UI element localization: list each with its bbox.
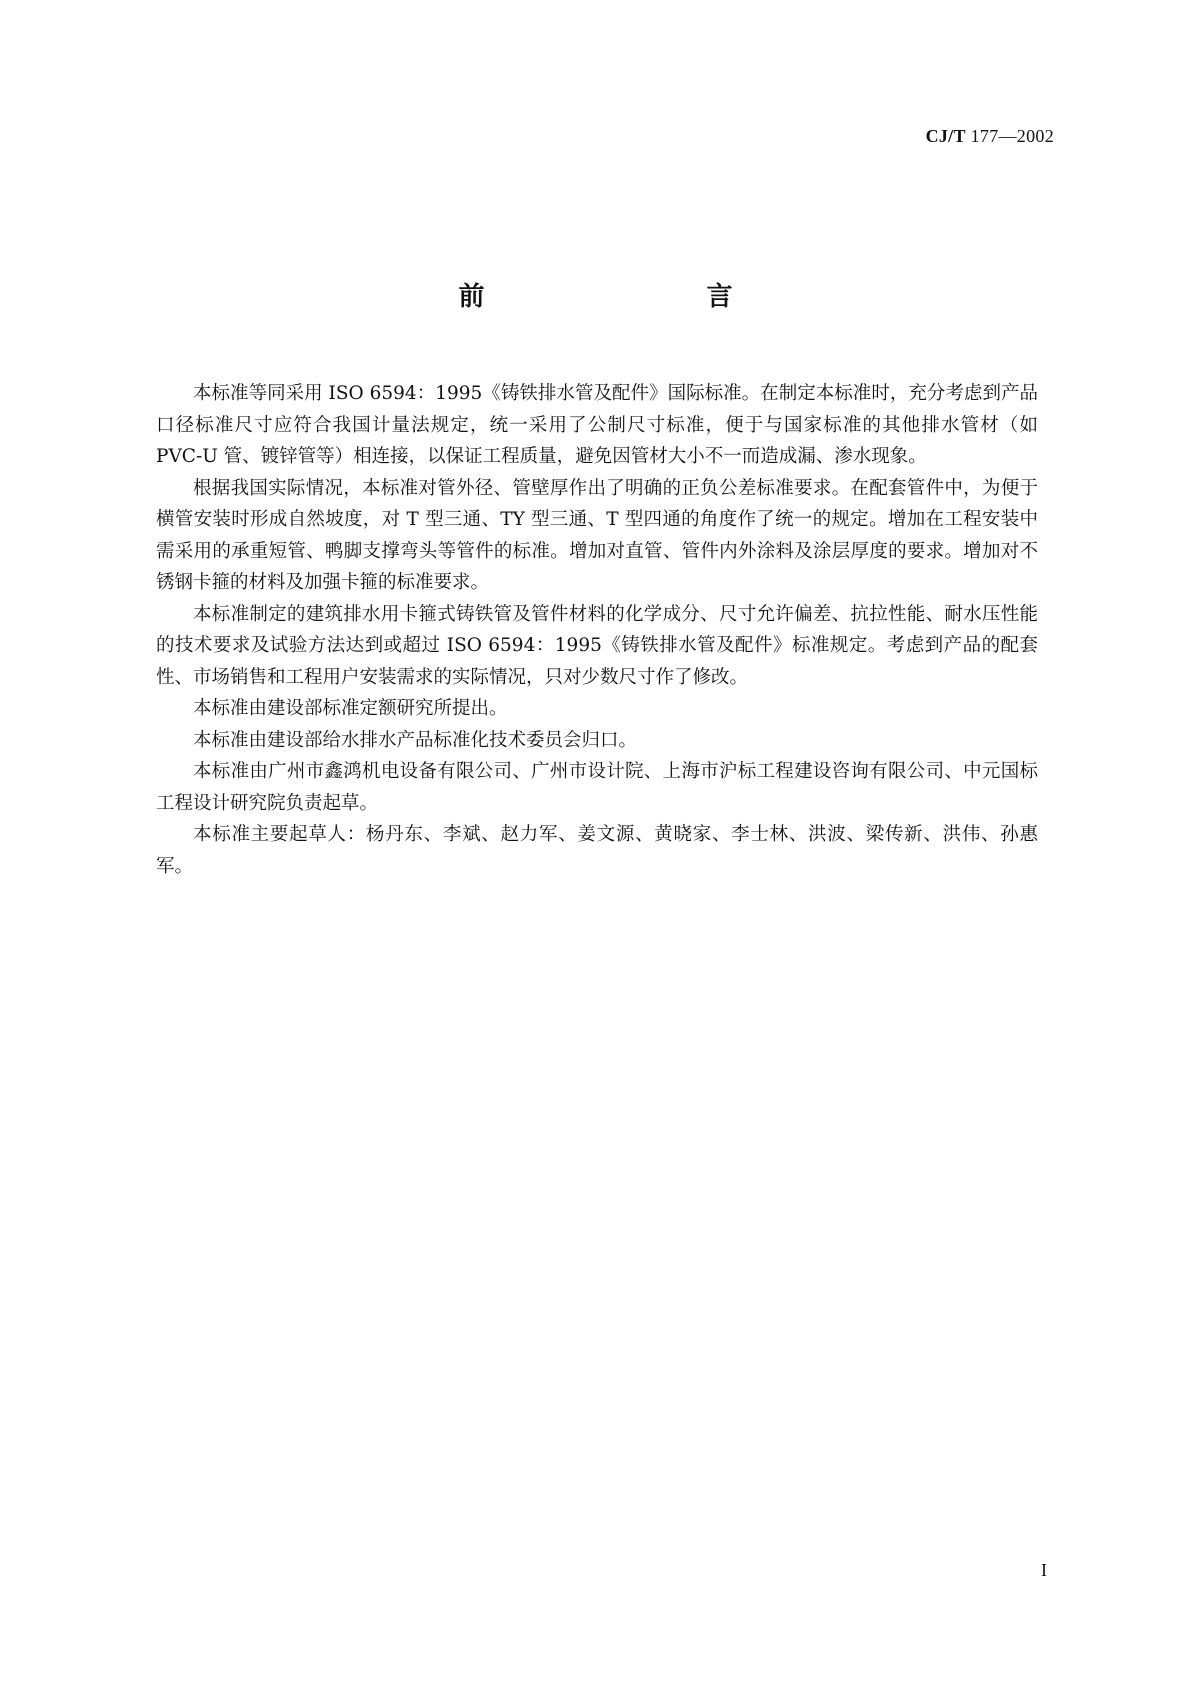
- paragraph-tolerance-requirements: 根据我国实际情况，本标准对管外径、管壁厚作出了明确的正负公差标准要求。在配套管件中，为便于横管安装时形成自然坡度，对 T 型三通、TY 型三通、T 型四通的角度作了统一的规定。增加在工程安装中需采用的承重短管、鸭脚支撑弯头等管件的标准。增加对直管、管件内外涂料及涂层厚度的要求。增加对不锈钢卡箍的材料及加强卡箍的标准要求。: [156, 477, 1038, 593]
- standard-code: [926, 126, 1054, 147]
- foreword-body: [156, 378, 1038, 882]
- paragraph-drafters: 本标准主要起草人：杨丹东、李斌、赵力军、姜文源、黄晓家、李士林、洪波、梁传新、洪伟、孙惠军。: [156, 824, 1038, 877]
- paragraph-technical-requirements: 本标准制定的建筑排水用卡箍式铸铁管及管件材料的化学成分、尺寸允许偏差、抗拉性能、耐水压性能的技术要求及试验方法达到或超过 ISO 6594：1995《铸铁排水管及配件》标准规定。考虑到产品的配套性、市场销售和工程用户安装需求的实际情况，只对少数尺寸作了修改。: [156, 603, 1038, 688]
- paragraph-iso-adoption: 本标准等同采用 ISO 6594：1995《铸铁排水管及配件》国际标准。在制定本标准时，充分考虑到产品口径标准尺寸应符合我国计量法规定，统一采用了公制尺寸标准，便于与国家标准的其他排水管材（如 PVC-U 管、镀锌管等）相连接，以保证工程质量，避免因管材大小不一而造成漏、渗水现象。: [156, 383, 1038, 467]
- paragraph-proposed-by: 本标准由建设部标准定额研究所提出。: [193, 698, 508, 719]
- standard-number: 177—2002: [970, 126, 1054, 146]
- paragraph-administered-by: 本标准由建设部给水排水产品标准化技术委员会归口。: [193, 729, 638, 751]
- standard-prefix: CJ/T: [925, 126, 966, 146]
- page-number: I: [1041, 1560, 1047, 1580]
- paragraph-drafting-organizations: 本标准由广州市鑫鸿机电设备有限公司、广州市设计院、上海市沪标工程建设咨询有限公司、中元国标工程设计研究院负责起草。: [156, 761, 1038, 814]
- page-title: 前 言: [458, 282, 831, 312]
